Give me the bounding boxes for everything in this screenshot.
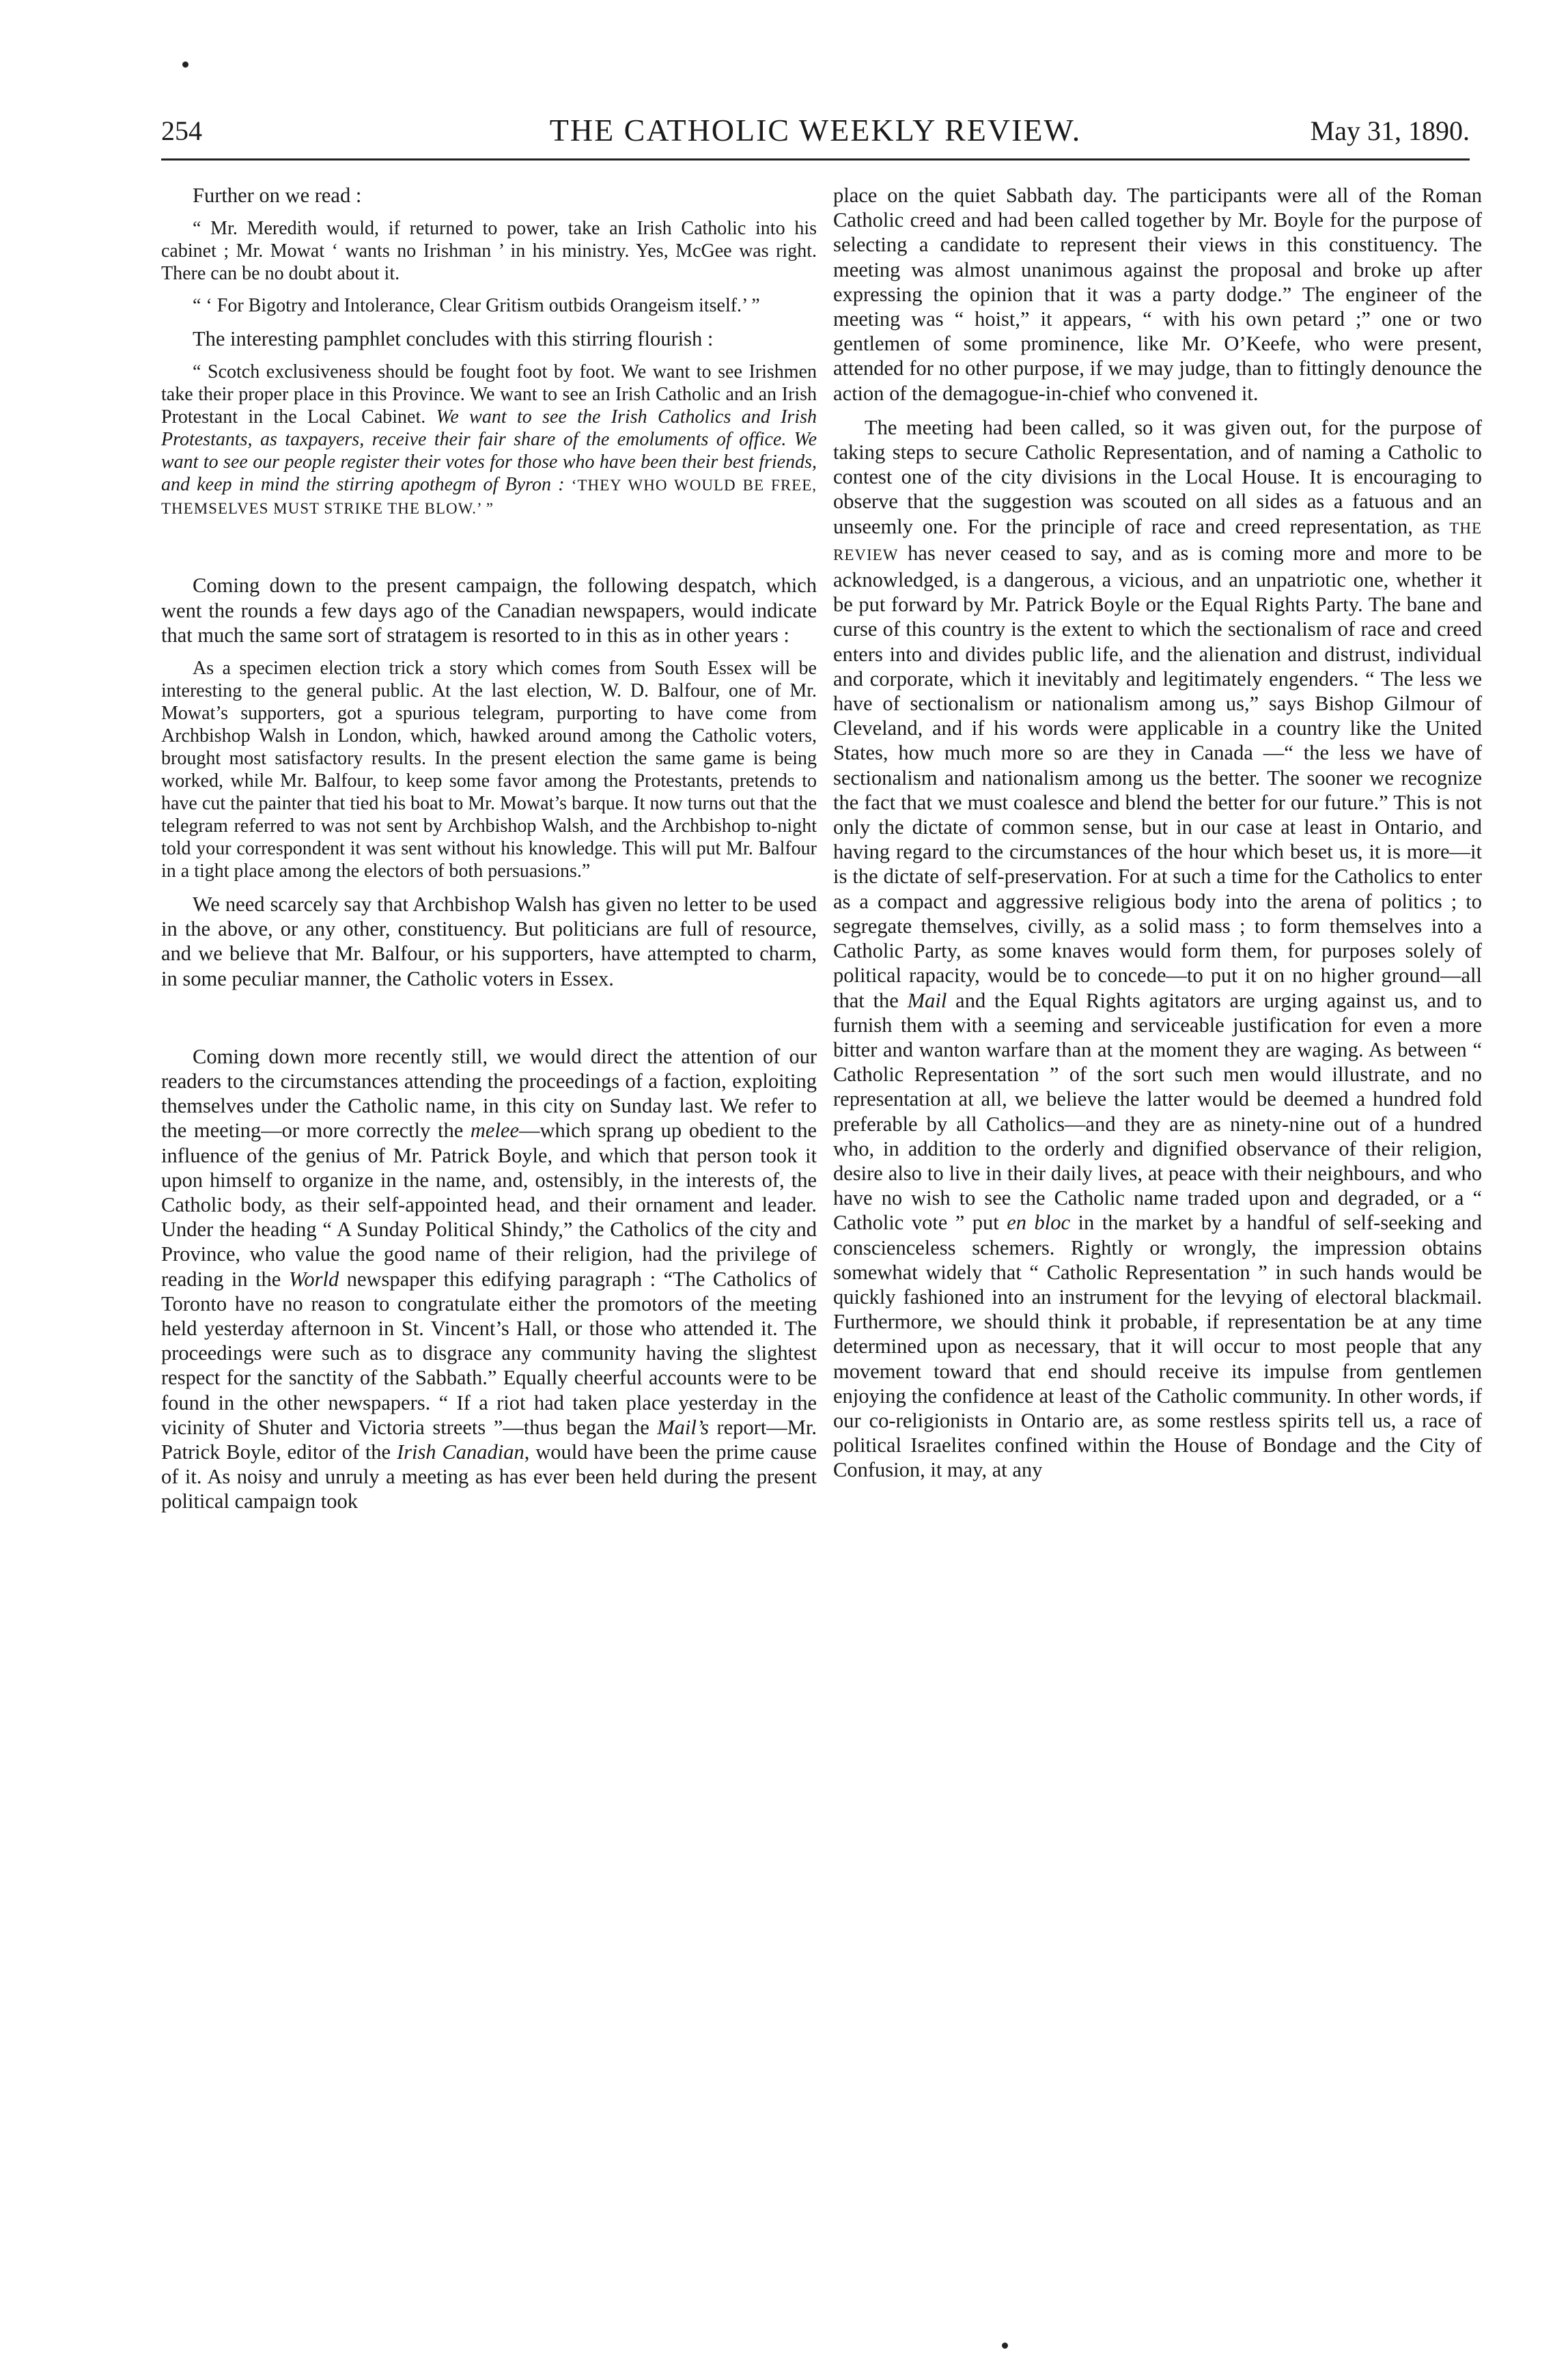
text-run: report—Mr. Patrick Boyle, editor of the	[161, 1415, 817, 1464]
page-header	[161, 102, 1470, 157]
italic-run: Mail	[907, 988, 947, 1012]
paragraph: place on the quiet Sabbath day. The participants were all of the Roman Catholic creed and had been called together by Mr. Boyle for the purpose of selecting a candidate to represent their views in this constituency. The meeting was almost unanimous against the proposal and broke up after expressing the opinion that it was a party dodge.” The engineer of the meeting was “ hoist,” it appears, “ with his own petard ;” one or two gentlemen of some prominence, like Mr. O’Keefe, who were present, attended for no other purpose, if we may judge, than to fittingly denounce the action of the demagogue-in-chief who convened it.	[833, 184, 1482, 405]
text-run: Coming down more recently still, we would direct the attention of our readers to the circumstances attending the proceedings of a faction, exploiting themselves under the Catholic name, in this city on Sunday last. We refer to the meeting—or more correctly the	[161, 1044, 817, 1143]
quotation: “ ‘ For Bigotry and Intolerance, Clear Gritism outbids Orangeism itself.’ ”	[193, 295, 760, 317]
right-column	[833, 183, 1482, 1492]
text-run: The meeting had been called, so it was given out, for the purpose of taking steps to secure Catholic Representation, and of naming a Catholic to contest one of the city divisions in the Local House. It is encouraging to observe that the suggestion was scouted on all sides as a fatuous and an unseemly one. For the principle of race and creed representation, as	[833, 415, 1482, 538]
paragraph: Further on we read :	[193, 184, 362, 207]
italic-run: Irish Canadian	[396, 1440, 524, 1464]
text-run: —which sprang up obedient to the influence of the genius of Mr. Patrick Boyle, and which that person took it upon himself to organize in the name, and, ostensibly, in the interests of, the Catholic body, as their self-appointed head, and their ornament and leader. Under the heading “ A Sunday Political Shindy,” the Catholics of the city and Province, who value the good name of their religion, had the privilege of reading in the	[161, 1119, 817, 1291]
paragraph: The interesting pamphlet concludes with this stirring flourish :	[193, 327, 714, 351]
left-column	[161, 183, 817, 1524]
text-run: newspaper this edifying paragraph : “The Catholics of Toronto have no reason to congratulate either the promotors of the meeting held yesterday afternoon in St. Vincent’s Hall, or those who attended it. The proceedings were such as to disgrace any community having the slightest respect for the sanctity of the Sabbath.” Equally cheerful accounts were to be found in the other newspapers. “ If a riot had taken place yesterday in the vicinity of Shuter and Victoria streets ”—thus began the	[161, 1267, 817, 1439]
quotation: “ Mr. Meredith would, if returned to power, take an Irish Catholic into his cabinet ; Mr. Mowat ‘ wants no Irishman ’ in his ministry. Yes, McGee was right. There can be no doubt about it.	[161, 218, 817, 285]
caps-run: THE REVIEW	[833, 519, 1482, 563]
quote-caps: ‘THEY WHO WOULD BE FREE, THEMSELVES MUST STRIKE THE BLOW.’ ”	[161, 477, 817, 518]
publication-title: THE CATHOLIC WEEKLY REVIEW.	[549, 113, 1082, 148]
text-run: , would have been the prime cause of it. As noisy and unruly a meeting as has ever been held during the present political campaign took	[161, 1440, 817, 1513]
spacer	[161, 529, 817, 573]
text-run: and the Equal Rights agitators are urging against us, and to furnish them with a seeming and serviceable justification for even a more bitter and wanton warfare than at the moment they are waging. As between “ Catholic Representation ” of the sort such men would illustrate, and no representation at all, we believe the latter would be deemed a hundred fold preferable by all Catholics—and they are as ninety-nine out of a hundred who, in addition to the orderly and dignified observance of their religion, desire also to live in their daily lives, at peace with their neighbours, and who have no wish to see the Catholic name traded upon and degraded, or a “ Catholic vote ” put	[833, 988, 1482, 1235]
italic-run: World	[288, 1267, 339, 1291]
quotation: As a specimen election trick a story which comes from South Essex will be interesting to the general public. At the last election, W. D. Balfour, one of Mr. Mowat’s supporters, got a spurious telegram, purporting to have come from Archbishop Walsh in London, which, hawked around among the Catholic voters, brought most satisfactory results. In the present election the same game is being worked, while Mr. Balfour, to keep some favor among the Protestants, pretends to have cut the painter that tied his boat to Mr. Mowat’s barque. It now turns out that the telegram referred to was not sent by Archbishop Walsh, and the Archbishop to-night told your correspondent it was sent without his knowledge. This will put Mr. Balfour in a tight place among the electors of both persuasions.”	[161, 658, 817, 882]
paragraph	[833, 415, 1482, 1483]
quote-italic: We want to see the Irish Catholics and Irish Protestants, as taxpayers, receive their fair share of the emoluments of office. We want to see our people register their votes for those who have been their best friends, and keep in mind the stirring apothegm of Byron :	[161, 406, 817, 496]
italic-run: melee	[470, 1119, 519, 1143]
quote-text: “ Scotch exclusiveness should be fought foot by foot. We want to see Irishmen take their proper place in this Province. We want to see an Irish Catholic and an Irish Protestant in the Local Cabinet.	[161, 361, 817, 428]
italic-run: Mail’s	[657, 1415, 709, 1439]
text-run: in the market by a handful of self-seeking and conscienceless schemers. Rightly or wrongly, the impression obtains somewhat widely that “ Catholic Representation ” in such hands would be quickly fashioned into an instrument for the levying of electoral blackmail. Furthermore, we should think it probable, if representation be at any time determined upon as necessary, that it will occur to most people that any movement toward that end should receive its impulse from gentlemen enjoying the confidence at least of the Catholic community. In other words, if our co-religionists in Ontario are, as some restless spirits tell us, a race of political Israelites confined within the House of Bondage and the City of Confusion, it may, at any	[833, 1211, 1482, 1482]
paragraph: Coming down to the present campaign, the following despatch, which went the rounds a few days ago of the Canadian newspapers, would indicate that much the same sort of stratagem is resorted to in this as in other years :	[161, 574, 817, 647]
header-rule	[161, 158, 1470, 160]
print-speck	[182, 61, 188, 68]
paragraph: We need scarcely say that Archbishop Walsh has given no letter to be used in the above, or any other, constituency. But politicians are full of resource, and we believe that Mr. Balfour, or his supporters, have attempted to charm, in some peculiar manner, the Catholic voters in Essex.	[161, 893, 817, 990]
quotation	[161, 361, 817, 520]
text-run: has never ceased to say, and as is coming more and more to be acknowledged, is a dangerous, a vicious, and an unpatriotic one, whether it be put forward by Mr. Patrick Boyle or the Equal Rights Party. The bane and curse of this country is the extent to which the sectionalism of race and creed enters into and divides public life, and the alienation and distrust, individual and corporate, which it inevitably and legitimately engenders. “ The less we have of sectionalism or nationalism among us,” says Bishop Gilmour of Cleveland, and if his words were applicable in a country like the United States, how much more so are they in Canada —“ the less we have of sectionalism and nationalism among us the better. The sooner we recognize the fact that we must coalesce and blend the better for our future.” This is not only the dictate of common sense, but in our case at least in Ontario, and having regard to the circumstances of the hour which beset us, it is more—it is the dictate of self-preservation. For at such a time for the Catholics to enter as a compact and aggressive religious body into the arena of politics ; to segregate themselves, civilly, as a solid mass ; to form themselves into a Catholic Party, as some knaves would form them, for purposes solely of political rapacity, would be to concede—to put it on no higher ground—all that the	[833, 541, 1482, 1012]
print-speck	[1002, 2343, 1008, 2349]
issue-date: May 31, 1890.	[1310, 115, 1470, 146]
italic-run: en bloc	[1007, 1211, 1071, 1235]
page-number: 254	[161, 115, 202, 146]
paragraph	[161, 1044, 817, 1514]
spacer	[161, 1001, 817, 1044]
